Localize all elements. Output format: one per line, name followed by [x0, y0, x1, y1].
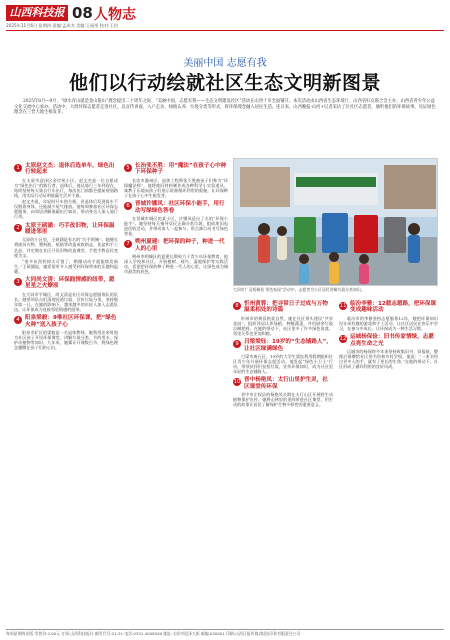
subhead-title: 晋中杨艳凤：太行山里护生灵，社区课堂传环保 — [244, 377, 328, 390]
body-paragraph: “很多东西扔掉太可惜了，稍微动动手就能焕发新生。”王硕涵说，她希望更多人感受到环保带来的乐趣和温暖。 — [14, 258, 118, 274]
column-3 — [233, 298, 333, 408]
column-4 — [339, 298, 438, 370]
subhead-title: 临汾李雅：12载志愿路，把环保课变成趣味活动 — [350, 301, 437, 314]
photo-caption: 大同市广灵梧桐卷 领色家园“活动中，志愿者为小区居民讲解垃圾分类知识。 — [233, 287, 365, 292]
body-paragraph: 运城市的杨保俭多年来坚持收集旧书、旧报纸，整理后捐赠给社区图书角和乡村学校。他说：“一本书经过更多人的手，就有了更长的生命。”在他的带动下，社区形成了循环利用的良好风尚。 — [339, 348, 438, 370]
lead-paragraph: 2025年8月—9月，“绿水青山就是金山银山”理念提出二十周年之际，“美丽中国，志愿有我——生态文明建设社区”活动在山西十市全面铺开。本次活动由山西省生态环境厅、山西省妇女联合会主办，山西省青少年公益文化交流中心承办。活动中，大批环保志愿者走进社区，以宣传讲座、入户走访、绿植认养、垃圾分类等形式，将环保理念融入居民生活。连日来，山西晚报·山河+记者采访了位社区志愿者，倾听他们的环保故事。见证绿色理念在三晋大地生根发芽。 — [14, 99, 436, 116]
subhead-title: 朔州夏建：把环保的种子，种进一代人的心里 — [135, 239, 225, 252]
body-paragraph: 赵文杰说，年轻时开车图方便，但退休后发现骑车不仅锻炼身体，还能减少尾气排放。他每周参加社区环保志愿服务，向邻居讲解低碳出行知识，带动身边人加入骑行行列。 — [14, 199, 118, 220]
subhead-11 — [339, 301, 438, 314]
section-number: 9 — [233, 340, 241, 348]
section-number: 4 — [14, 316, 22, 324]
section-number: 1 — [14, 164, 22, 172]
subhead-7 — [124, 239, 228, 252]
body-paragraph: 在晋城市城区的某小区，许娜凤是出了名的“环保小能手”。她坚持每天指导居民正确分类垃圾，组织废旧电池回收活动，并带动家人一起参与，用点滴行动书写绿色答卷。 — [124, 216, 228, 237]
subhead-title: 太原赵文杰：退休后选单车，绿色出行转起来 — [25, 163, 115, 176]
subhead-3 — [14, 277, 118, 290]
subhead-title: 大同尚文清：环保践情感的纽带，愿星星之火燎原 — [25, 277, 115, 290]
section-number: 8 — [233, 302, 241, 310]
subhead-5 — [124, 163, 228, 176]
subhead-title: 晋城许娜凤：社区环保小能手，用行动写绿绿色答卷 — [135, 201, 225, 214]
body-paragraph: 临汾市的李雅坚持志愿服务12年，她把环保知识设计成有趣的游戏和手工活动，让社区居民在快乐中学习，在参与中成长，让环保成为一种生活习惯。 — [339, 315, 438, 331]
body-paragraph: 在太原市迎泽区金岸苑小区，赵文杰是一位自愿成为“绿色出行”的践行者。退休后，他从骑行三年到现在，始终坚持每天骑自行车出行，每次出门前都会提前规划路线，用实际行动证明低碳生活并不难。 — [14, 177, 118, 199]
subhead-12 — [339, 334, 438, 347]
section-number: 6 — [124, 202, 132, 210]
kicker-text: 美丽中国 志愿有我 — [183, 58, 267, 69]
subhead-title: 太原王硕涵：巧手改旧物，让环保温暖进邻里 — [25, 222, 115, 235]
section-number: 3 — [14, 278, 22, 286]
section-number: 12 — [339, 336, 347, 343]
bottom-rule — [6, 629, 444, 630]
body-paragraph: 太原的小区里，王硕涵是有名的“巧手阿姨”。她擅长将废旧衣物、塑料瓶、纸箱等改造成收纳盒、花盆和手工艺品，并定期在社区开设旧物改造课堂，手把手教居民变废为宝。 — [14, 237, 118, 258]
section-number: 11 — [339, 303, 347, 309]
newspaper-logo: 山西科技报 — [6, 5, 68, 21]
subhead-title: 忻州黄蓉：把寻常日子过成与万物温柔相处的诗篇 — [244, 301, 328, 314]
headline: 他们以行动绘就社区生态文明新图景 — [68, 72, 381, 94]
subhead-title: 阳泉梁毅：9堆社区环保课，把“绿色火种”送入孩子心 — [25, 315, 117, 328]
masthead — [6, 4, 444, 30]
subhead-2 — [14, 223, 118, 236]
body-paragraph: 忻州市的黄蓉热爱自然，她在社区带头建设“共享花园”，组织邻居认养绿植、种植蔬菜，并用厨余垃圾自制肥料。在她的带动下，社区里多了许多绿色角落，邻里关系也更加和睦。 — [233, 315, 333, 337]
page-number: 08 — [72, 4, 93, 22]
top-rule — [6, 30, 444, 31]
subhead-1 — [14, 163, 118, 176]
column-2 — [124, 160, 228, 276]
body-paragraph: 朔州市朔城区的夏建长期致力于青少年环保教育。他深入学校和社区，开展植树、观鸟、湿地保护等实践活动，希望把环保的种子种进一代人的心里，让绿色成为城市最美的底色。 — [124, 254, 228, 275]
column-1 — [14, 160, 118, 351]
subhead-title: 长治张丕胜：用“魔法”在孩子心中种下环保种子 — [135, 163, 227, 176]
photo-illustration — [234, 159, 438, 286]
subhead-10 — [233, 377, 333, 390]
subhead-6 — [124, 201, 228, 214]
body-paragraph: 晋中市左权县的杨艳凤长期在太行山区开展野生动植物保护宣传。她将山林里的见闻带进社区课堂，用生动的故事让居民了解保护生物多样性的重要意义。 — [233, 392, 333, 408]
body-paragraph: 阳泉市矿区的梁毅是一名退休教师。她利用业余时间为社区孩子开设环保课堂，讲解垃圾分类、节约用水、保护动植物等知识。九年来，她累计开课数百节，将绿色理念播撒在孩子们的心田。 — [14, 330, 118, 351]
footer-line: 每周星期四出版 零售价:2.00元 订阅:山西科技报社 邮发代号:21-51 电话:0351-4048500 地址:太原市迎泽大街 邮编:030001 印刷:山西日报传媒(集团)印务有限责任公司 — [6, 631, 301, 636]
section-number: 2 — [14, 224, 22, 232]
section-number: 10 — [233, 379, 241, 386]
kicker — [0, 54, 450, 69]
issue-line: 2025年11月6日 星期四 责编:孟成杰 美编:王丽彤 校对:王伯 — [6, 23, 118, 28]
subhead-4 — [14, 315, 118, 328]
subhead-9 — [233, 339, 333, 352]
news-photo — [233, 158, 438, 286]
subhead-title: 运城杨保俭：旧书传家情绿，志愿点亮生命之光 — [350, 334, 434, 347]
section-number: 5 — [124, 164, 132, 172]
body-paragraph: 长治市潞州区，退休工程师张丕胜被孩子们称为“环保魔法师”。他将废旧材料制作成各种科学小实验道具，寓教于乐地向孩子们展示资源循环利用的奥秘，让环保种子在孩子心中生根发芽。 — [124, 177, 228, 199]
body-paragraph: 在大同市平城区，尚文清是社区环保志愿服务队的队长。她带领队员们清理河道垃圾、宣传垃圾分类，坚持数年如一日。在她的影响下，越来越多的年轻人加入志愿队伍，让环保成为连接邻里情感的纽带。 — [14, 291, 118, 313]
subhead-title: 吕梁梁钰：19岁的“生态铺路人”，让社区绿满绿色 — [244, 339, 332, 352]
body-paragraph: 吕梁市离石区，19岁的大学生梁钰利用假期组织社区青少年开展环保志愿活动。他发起“绿色小卫士”行动，带领伙伴们捡拾垃圾、宣传环保知识，成为社区里年轻的生态铺路人。 — [233, 354, 333, 375]
section-number: 7 — [124, 240, 132, 248]
subhead-8 — [233, 301, 333, 314]
section-title: 人物志 — [94, 7, 136, 23]
